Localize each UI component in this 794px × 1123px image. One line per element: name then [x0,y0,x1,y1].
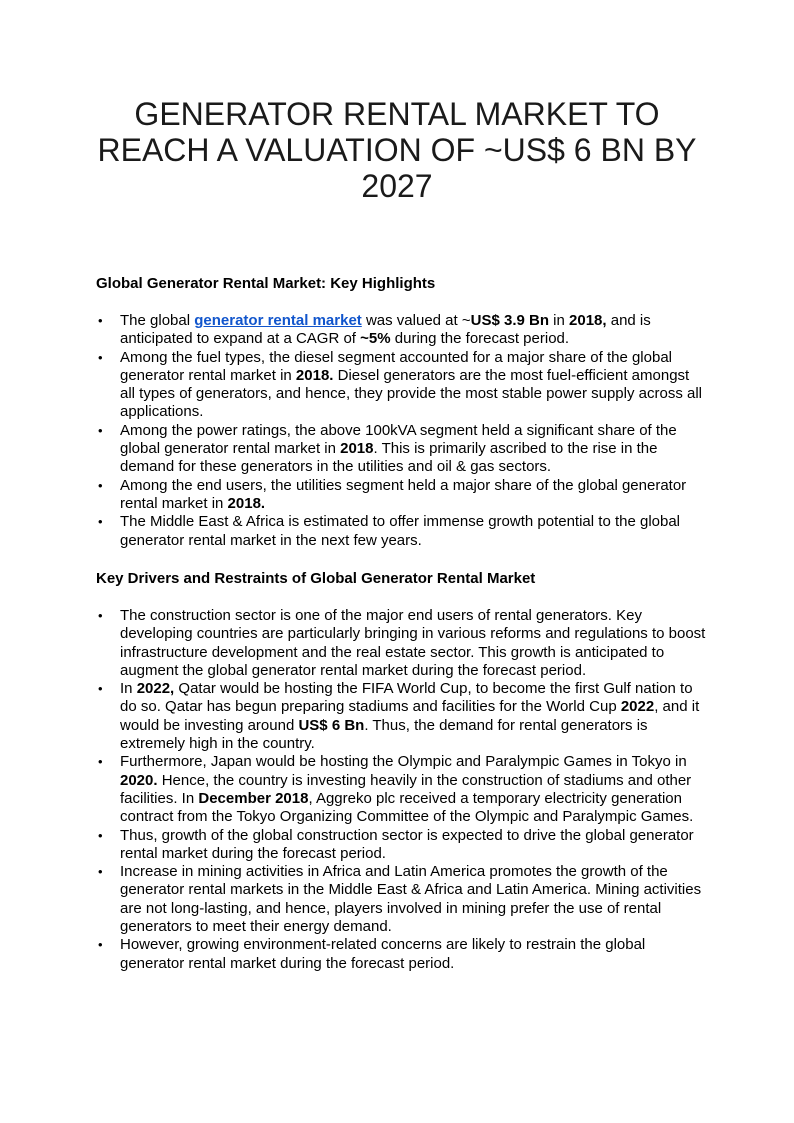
bold-text: ~5% [360,330,391,348]
bullet-icon: • [98,313,103,328]
list-item [96,827,706,864]
bullet-icon: • [98,608,103,623]
body-text: Furthermore, Japan would be hosting the Olympic and Paralympic Games in Tokyo in [120,753,687,771]
list-item [96,753,706,826]
body-text: and is anticipated to expand at a CAGR of [120,312,651,348]
bullet-icon: • [98,681,103,697]
list-item [96,680,706,753]
bold-text: 2018, [569,312,607,329]
list-item [96,422,706,477]
generator-rental-market-link[interactable]: generator rental market [194,312,362,329]
body-text: Diesel generators are the most fuel-efficient amongst all types of generators, and hence, they provide the most stable power supply across all applications. [120,366,702,421]
bold-text: 2022 [620,698,655,716]
list-item [96,477,706,514]
bold-text: 2020. [120,771,158,789]
body-text: Qatar would be hosting the FIFA World Cup, to become the first Gulf nation to do so. Qatar has begun preparing stadiums and facilities for the World Cup [120,680,693,716]
bullet-icon: • [98,937,103,953]
list-item [96,513,706,550]
list-item [96,349,706,422]
body-text: Thus, growth of the global construction sector is expected to drive the global generator rental market during the forecast period. [120,826,694,862]
body-text: The global [120,312,195,329]
bold-text: December 2018 [198,789,309,807]
bullet-icon: • [98,754,103,770]
bullet-icon: • [98,477,103,493]
bullet-icon: • [98,514,103,530]
list-item [96,607,706,680]
body-text: The construction sector is one of the major end users of rental generators. Key developing countries are particularly bringing in various reforms and regulations to boost infrastructure development and the real estate sector. This growth is anticipated to augment the global generator rental market during the forecast period. [120,607,706,679]
drivers-restraints-heading: Key Drivers and Restraints of Global Generator Rental Market [96,570,536,587]
list-item [96,863,706,936]
key-highlights-list [96,312,706,550]
body-text: Among the end users, the utilities segment held a major share of the global generator rental market in [120,476,687,512]
body-text: Hence, the country is investing heavily in the construction of stadiums and other facilities. In [120,771,692,807]
bullet-icon: • [98,864,103,880]
body-text: The Middle East & Africa is estimated to offer immense growth potential to the global generator rental market in the next few years. [120,513,681,549]
bold-text: US$ 3.9 Bn [470,312,549,329]
bold-text: 2018. [227,494,266,512]
bold-text: US$ 6 Bn [298,716,365,734]
bullet-icon: • [98,422,103,438]
list-item [96,936,706,973]
body-text: In [120,680,137,698]
body-text: Among the fuel types, the diesel segment accounted for a major share of the global generator rental market in [120,348,672,384]
page-title: GENERATOR RENTAL MARKET TO REACH A VALUATION OF ~US$ 6 BN BY 2027 [97,96,697,204]
body-text: during the forecast period. [390,330,570,348]
body-text: Among the power ratings, the above 100kVA segment held a significant share of the global generator rental market in [120,421,677,458]
body-text: However, growing environment-related concerns are likely to restrain the global generator rental market during the forecast period. [120,936,646,972]
body-text: , Aggreko plc received a temporary electricity generation contract from the Tokyo Organizing Committee of the Olympic and Paralympic Games. [120,789,694,826]
body-text: . This is primarily ascribed to the rise in the demand for these generators in the utilities and oil & gas sectors. [120,440,658,476]
bullet-icon: • [98,349,103,365]
body-text: was valued at ~ [361,312,471,329]
bullet-icon: • [98,827,103,843]
key-highlights-heading: Global Generator Rental Market: Key Highlights [96,275,436,292]
body-text: . Thus, the demand for rental generators is extremely high in the country. [120,716,648,753]
body-text: , and it would be investing around [120,698,700,734]
bold-text: 2018. [295,366,334,384]
body-text: in [549,312,570,329]
list-item [96,312,706,349]
bold-text: 2018 [340,440,374,458]
drivers-restraints-list [96,607,706,973]
bold-text: 2022, [136,680,175,698]
body-text: Increase in mining activities in Africa and Latin America promotes the growth of the generator rental markets in the Middle East & Africa and Latin America. Mining activities are not long-lasting, and hence, players involved in mining prefer the use of rental generators to meet their energy demand. [120,863,702,936]
